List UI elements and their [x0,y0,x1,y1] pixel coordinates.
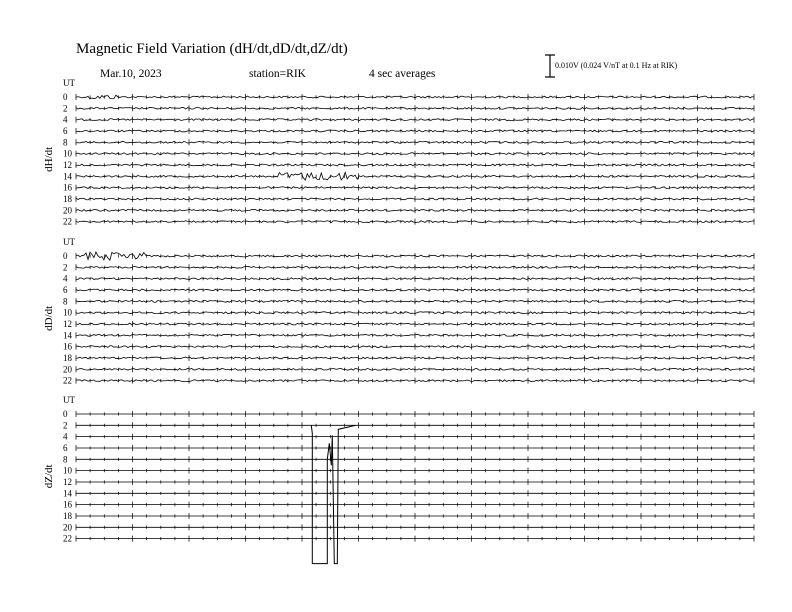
figure-title: Magnetic Field Variation (dH/dt,dD/dt,dZ/dt) [76,41,348,57]
dd-hour-ticks [76,332,754,338]
dh-hour-ticks [76,196,754,202]
dz-row-label: 4 [63,431,68,442]
dz-ut-label: UT [63,395,75,405]
dd-row-label: 8 [63,296,68,307]
dz-row-label: 0 [63,409,68,419]
dh-ut-label: UT [63,78,75,88]
dd-row-label: 16 [63,341,72,352]
dh-row-label: 14 [63,171,72,182]
dz-row-label: 14 [63,488,72,499]
dh-row-label: 6 [63,125,68,136]
dz-row-label: 2 [63,420,68,431]
station-label: station=RIK [249,68,306,80]
dz-spike-event [311,425,355,563]
dd-panel [43,237,754,386]
date-label: Mar.10, 2023 [100,68,162,80]
dh-row-label: 22 [63,216,72,227]
dh-panel [43,78,754,227]
dz-row-label: 18 [63,510,72,521]
dz-row-label: 6 [63,442,68,453]
dh-row-label: 8 [63,137,68,148]
dz-row-label: 16 [63,499,72,510]
dd-row-label: 10 [63,307,72,318]
dz-row-label: 22 [63,533,72,544]
dd-hour-ticks [76,366,754,372]
dd-row-label: 4 [63,273,68,284]
scale-label: 0.010V (0.024 V/nT at 0.1 Hz at RIK) [555,61,678,70]
dd-row-label: 22 [63,375,72,386]
dh-row-label: 0 [63,92,68,102]
dh-row-label: 2 [63,103,68,114]
dh-hour-ticks [76,139,754,145]
dh-row-label: 12 [63,159,72,170]
dd-row-label: 14 [63,330,72,341]
dh-row-label: 16 [63,182,72,193]
dh-row-label: 18 [63,193,72,204]
dd-row-label: 20 [63,364,72,375]
dh-axis-label: dH/dt [43,146,55,172]
scale-bar [545,55,555,77]
dz-row-label: 20 [63,522,72,533]
dd-ut-label: UT [63,237,75,247]
dd-hour-ticks [76,310,754,316]
dh-row-label: 20 [63,205,72,216]
dz-axis-label: dZ/dt [43,464,55,489]
dd-row-label: 6 [63,284,68,295]
averaging-label: 4 sec averages [369,68,436,80]
dd-row-label: 0 [63,251,68,261]
dz-row-label: 8 [63,454,68,465]
dd-row-label: 18 [63,352,72,363]
dd-row-label: 2 [63,262,68,273]
dz-row-label: 10 [63,465,72,476]
dz-panel [43,395,754,564]
dh-row-label: 10 [63,148,72,159]
dd-axis-label: dD/dt [43,305,55,331]
dz-row-label: 12 [63,476,72,487]
dd-row-label: 12 [63,318,72,329]
dh-row-label: 4 [63,114,68,125]
